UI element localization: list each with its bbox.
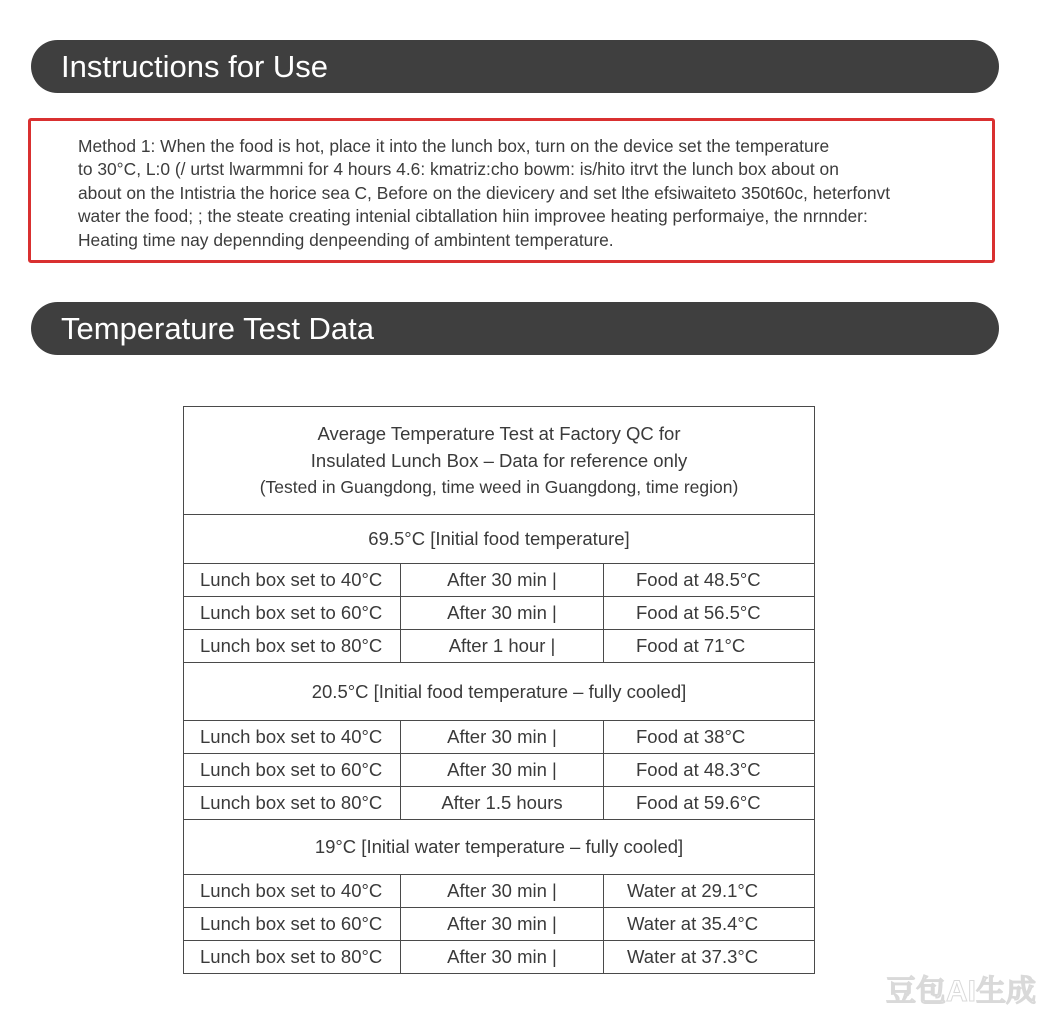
table-row bbox=[184, 564, 815, 597]
result-cell: Food at 48.3°C bbox=[604, 754, 815, 787]
result-cell: Water at 29.1°C bbox=[604, 875, 815, 908]
setting-cell: Lunch box set to 40°C bbox=[184, 721, 401, 754]
result-cell: Water at 35.4°C bbox=[604, 908, 815, 941]
instructions-line: Method 1: When the food is hot, place it into the lunch box, turn on the device set the temperature bbox=[78, 136, 830, 156]
group-heading: 19°C [Initial water temperature – fully cooled] bbox=[184, 820, 815, 875]
table-caption-note: (Tested in Guangdong, time weed in Guangdong, time region) bbox=[259, 477, 739, 497]
ai-watermark: 豆包AI生成 bbox=[886, 975, 1036, 1008]
table-row bbox=[184, 908, 815, 941]
temperature-test-table bbox=[183, 406, 815, 974]
setting-cell: Lunch box set to 40°C bbox=[184, 875, 401, 908]
instructions-line: Heating time nay depennding denpeending of ambintent temperature. bbox=[78, 229, 614, 250]
setting-cell: Lunch box set to 60°C bbox=[184, 754, 401, 787]
table-caption-line: Insulated Lunch Box – Data for reference only bbox=[310, 450, 688, 471]
setting-cell: Lunch box set to 60°C bbox=[184, 597, 401, 630]
table-row bbox=[184, 787, 815, 820]
table-row bbox=[184, 721, 815, 754]
result-cell: Water at 37.3°C bbox=[604, 941, 815, 974]
result-cell: Food at 71°C bbox=[604, 630, 815, 663]
result-cell: Food at 48.5°C bbox=[604, 564, 815, 597]
table-caption bbox=[184, 407, 815, 515]
setting-cell: Lunch box set to 80°C bbox=[184, 787, 401, 820]
table-row bbox=[184, 754, 815, 787]
instructions-line: to 30°C, L:0 (/ urtst lwarmmni for 4 hours 4.6: kmatriz:cho bowm: is/hito itrvt the lunch box about on bbox=[78, 159, 839, 180]
time-cell: After 30 min | bbox=[401, 597, 604, 630]
result-cell: Food at 59.6°C bbox=[604, 787, 815, 820]
time-cell: After 1 hour | bbox=[401, 630, 604, 663]
result-cell: Food at 56.5°C bbox=[604, 597, 815, 630]
setting-cell: Lunch box set to 60°C bbox=[184, 908, 401, 941]
time-cell: After 1.5 hours bbox=[401, 787, 604, 820]
table-caption-line: Average Temperature Test at Factory QC for bbox=[317, 423, 681, 444]
instructions-line: water the food; ; the steate creating intenial cibtallation hiin improvee heating performaiye, the nrnnder: bbox=[78, 206, 868, 227]
group-heading: 20.5°C [Initial food temperature – fully cooled] bbox=[184, 663, 815, 721]
instructions-line: about on the Intistria the horice sea C, Before on the dievicery and set lthe efsiwaiteto 350t60c, heterfonvt bbox=[78, 182, 891, 203]
time-cell: After 30 min | bbox=[401, 908, 604, 941]
table-row bbox=[184, 630, 815, 663]
group-heading: 69.5°C [Initial food temperature] bbox=[184, 515, 815, 564]
instructions-header: Instructions for Use bbox=[31, 40, 999, 93]
table-row bbox=[184, 875, 815, 908]
result-cell: Food at 38°C bbox=[604, 721, 815, 754]
time-cell: After 30 min | bbox=[401, 941, 604, 974]
time-cell: After 30 min | bbox=[401, 754, 604, 787]
time-cell: After 30 min | bbox=[401, 875, 604, 908]
table-row bbox=[184, 941, 815, 974]
table-row bbox=[184, 597, 815, 630]
time-cell: After 30 min | bbox=[401, 564, 604, 597]
setting-cell: Lunch box set to 80°C bbox=[184, 941, 401, 974]
instructions-box bbox=[28, 118, 995, 263]
setting-cell: Lunch box set to 80°C bbox=[184, 630, 401, 663]
setting-cell: Lunch box set to 40°C bbox=[184, 564, 401, 597]
temperature-data-header: Temperature Test Data bbox=[31, 302, 999, 355]
time-cell: After 30 min | bbox=[401, 721, 604, 754]
